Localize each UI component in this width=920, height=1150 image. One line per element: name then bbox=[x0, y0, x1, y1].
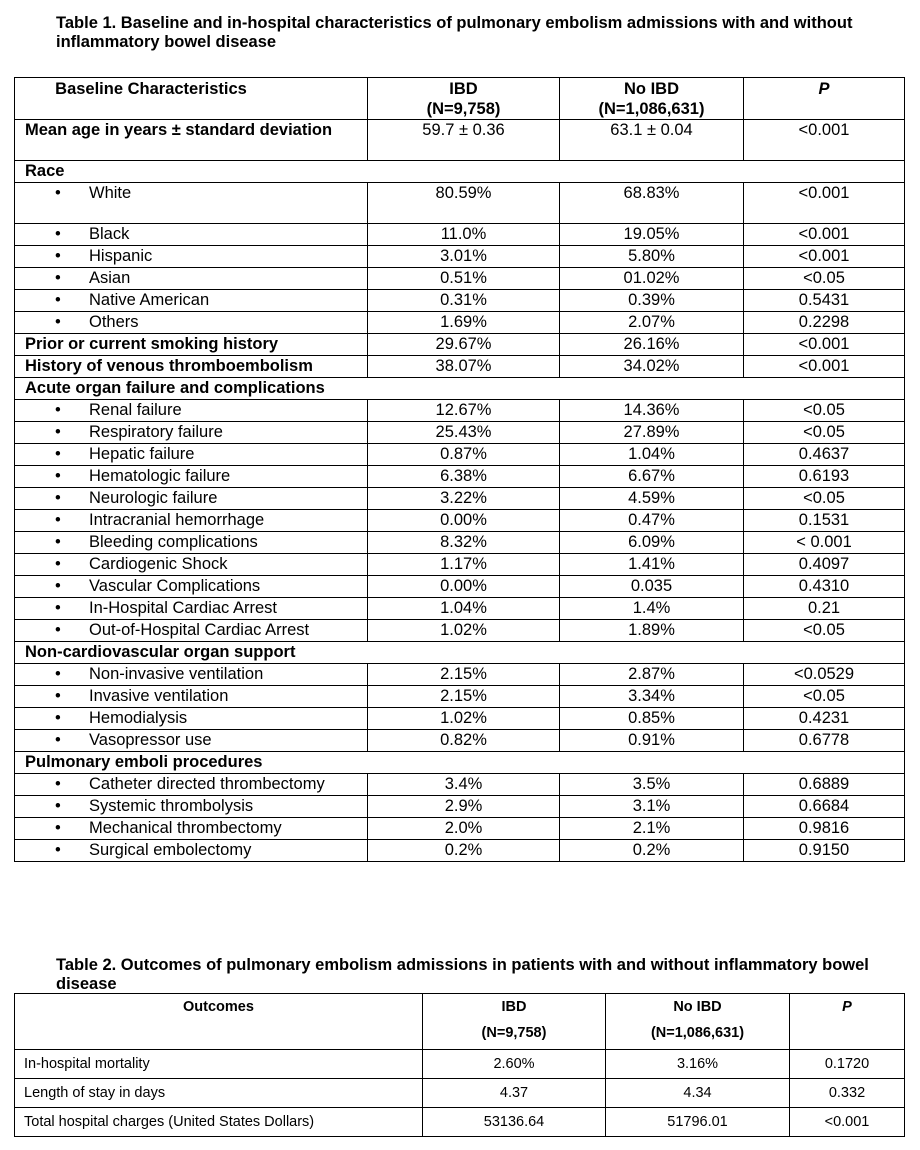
ibd-value: 0.00% bbox=[368, 576, 560, 598]
p-value: <0.001 bbox=[744, 246, 905, 268]
p-value: 0.4310 bbox=[744, 576, 905, 598]
table-row-smoking bbox=[15, 334, 905, 356]
row-label: • Hematologic failure bbox=[15, 466, 368, 488]
header-p-value bbox=[790, 994, 905, 1050]
table-row bbox=[15, 183, 905, 224]
no-ibd-value: 0.91% bbox=[560, 730, 744, 752]
row-label: • Cardiogenic Shock bbox=[15, 554, 368, 576]
no-ibd-value: 6.67% bbox=[560, 466, 744, 488]
row-label: • White bbox=[15, 183, 368, 224]
row-label: Total hospital charges (United States Dollars) bbox=[15, 1108, 423, 1137]
no-ibd-value: 4.59% bbox=[560, 488, 744, 510]
no-ibd-value: 19.05% bbox=[560, 224, 744, 246]
ibd-value: 2.15% bbox=[368, 686, 560, 708]
vte-ibd: 38.07% bbox=[368, 356, 560, 378]
vte-p: <0.001 bbox=[744, 356, 905, 378]
table-row bbox=[15, 1050, 905, 1079]
no-ibd-value: 6.09% bbox=[560, 532, 744, 554]
no-ibd-value: 14.36% bbox=[560, 400, 744, 422]
table-row bbox=[15, 774, 905, 796]
ibd-value: 1.69% bbox=[368, 312, 560, 334]
table2-header-row bbox=[15, 994, 905, 1050]
header-ibd-label: IBD bbox=[449, 80, 478, 98]
section-heading-race bbox=[15, 161, 905, 183]
row-label: • Renal failure bbox=[15, 400, 368, 422]
header-no-ibd-label: No IBD bbox=[624, 80, 679, 98]
p-value: <0.05 bbox=[744, 268, 905, 290]
mean-age-p: <0.001 bbox=[744, 120, 905, 161]
table-row bbox=[15, 1079, 905, 1108]
baseline-characteristics-table bbox=[14, 77, 905, 862]
table-row bbox=[15, 620, 905, 642]
section-heading-organ-support bbox=[15, 642, 905, 664]
p-value: 0.1720 bbox=[790, 1050, 905, 1079]
no-ibd-value: 1.41% bbox=[560, 554, 744, 576]
ibd-value: 1.17% bbox=[368, 554, 560, 576]
vte-label: History of venous thromboembolism bbox=[15, 356, 368, 378]
no-ibd-value: 4.34 bbox=[606, 1079, 790, 1108]
table-row bbox=[15, 598, 905, 620]
procedures-heading: Pulmonary emboli procedures bbox=[15, 752, 905, 774]
ibd-value: 1.04% bbox=[368, 598, 560, 620]
table-row bbox=[15, 708, 905, 730]
p-value: 0.4637 bbox=[744, 444, 905, 466]
smoking-label: Prior or current smoking history bbox=[15, 334, 368, 356]
row-label: • Hepatic failure bbox=[15, 444, 368, 466]
row-label: • In-Hospital Cardiac Arrest bbox=[15, 598, 368, 620]
ibd-value: 25.43% bbox=[368, 422, 560, 444]
ibd-value: 6.38% bbox=[368, 466, 560, 488]
p-value: 0.332 bbox=[790, 1079, 905, 1108]
row-label: • Non-invasive ventilation bbox=[15, 664, 368, 686]
table-row bbox=[15, 840, 905, 862]
table-row bbox=[15, 664, 905, 686]
ibd-value: 1.02% bbox=[368, 620, 560, 642]
organ-failure-heading: Acute organ failure and complications bbox=[15, 378, 905, 400]
table-row bbox=[15, 246, 905, 268]
outcomes-table bbox=[14, 993, 905, 1137]
ibd-value: 0.2% bbox=[368, 840, 560, 862]
row-label: • Asian bbox=[15, 268, 368, 290]
row-label: • Invasive ventilation bbox=[15, 686, 368, 708]
header-p-label: P bbox=[818, 80, 830, 98]
p-value: 0.6889 bbox=[744, 774, 905, 796]
row-label: • Hemodialysis bbox=[15, 708, 368, 730]
table-row bbox=[15, 312, 905, 334]
header-ibd-n: (N=9,758) bbox=[426, 100, 501, 118]
header-ibd-label: IBD bbox=[501, 999, 527, 1015]
row-label: • Respiratory failure bbox=[15, 422, 368, 444]
table-row bbox=[15, 730, 905, 752]
table-row bbox=[15, 796, 905, 818]
no-ibd-value: 2.87% bbox=[560, 664, 744, 686]
no-ibd-value: 0.39% bbox=[560, 290, 744, 312]
ibd-value: 0.00% bbox=[368, 510, 560, 532]
row-label: • Hispanic bbox=[15, 246, 368, 268]
no-ibd-value: 3.1% bbox=[560, 796, 744, 818]
p-value: <0.05 bbox=[744, 488, 905, 510]
table-row bbox=[15, 422, 905, 444]
table-row bbox=[15, 224, 905, 246]
smoking-p: <0.001 bbox=[744, 334, 905, 356]
no-ibd-value: 0.035 bbox=[560, 576, 744, 598]
ibd-value: 11.0% bbox=[368, 224, 560, 246]
table-row bbox=[15, 290, 905, 312]
mean-age-label: Mean age in years ± standard deviation bbox=[15, 120, 368, 161]
p-value: 0.9150 bbox=[744, 840, 905, 862]
row-label: • Others bbox=[15, 312, 368, 334]
no-ibd-value: 51796.01 bbox=[606, 1108, 790, 1137]
table-row bbox=[15, 818, 905, 840]
p-value: 0.6193 bbox=[744, 466, 905, 488]
header-outcomes: Outcomes bbox=[15, 994, 423, 1050]
row-label: • Systemic thrombolysis bbox=[15, 796, 368, 818]
no-ibd-value: 01.02% bbox=[560, 268, 744, 290]
ibd-value: 80.59% bbox=[368, 183, 560, 224]
p-value: 0.21 bbox=[744, 598, 905, 620]
no-ibd-value: 5.80% bbox=[560, 246, 744, 268]
header-ibd bbox=[368, 78, 560, 120]
section-heading-organ-failure bbox=[15, 378, 905, 400]
p-value: <0.001 bbox=[744, 183, 905, 224]
header-no-ibd bbox=[560, 78, 744, 120]
no-ibd-value: 1.4% bbox=[560, 598, 744, 620]
header-p-value bbox=[744, 78, 905, 120]
row-label: • Vasopressor use bbox=[15, 730, 368, 752]
table-row bbox=[15, 466, 905, 488]
table-row-mean-age bbox=[15, 120, 905, 161]
table-row bbox=[15, 510, 905, 532]
row-label: • Bleeding complications bbox=[15, 532, 368, 554]
no-ibd-value: 3.16% bbox=[606, 1050, 790, 1079]
p-value: 0.4231 bbox=[744, 708, 905, 730]
smoking-no-ibd: 26.16% bbox=[560, 334, 744, 356]
p-value: 0.5431 bbox=[744, 290, 905, 312]
table-row bbox=[15, 576, 905, 598]
no-ibd-value: 2.07% bbox=[560, 312, 744, 334]
ibd-value: 2.9% bbox=[368, 796, 560, 818]
table-row bbox=[15, 488, 905, 510]
header-no-ibd-label: No IBD bbox=[673, 999, 722, 1015]
row-label: • Intracranial hemorrhage bbox=[15, 510, 368, 532]
organ-support-heading: Non-cardiovascular organ support bbox=[15, 642, 905, 664]
no-ibd-value: 1.04% bbox=[560, 444, 744, 466]
row-label: • Mechanical thrombectomy bbox=[15, 818, 368, 840]
p-value: <0.05 bbox=[744, 620, 905, 642]
table-row bbox=[15, 400, 905, 422]
table2-caption: Table 2. Outcomes of pulmonary embolism admissions in patients with and without inflammatory bowel disease bbox=[56, 956, 869, 993]
header-p-label: P bbox=[842, 999, 852, 1015]
ibd-value: 0.87% bbox=[368, 444, 560, 466]
row-label: • Catheter directed thrombectomy bbox=[15, 774, 368, 796]
no-ibd-value: 0.2% bbox=[560, 840, 744, 862]
vte-no-ibd: 34.02% bbox=[560, 356, 744, 378]
no-ibd-value: 27.89% bbox=[560, 422, 744, 444]
row-label: • Black bbox=[15, 224, 368, 246]
table1-caption: Table 1. Baseline and in-hospital characteristics of pulmonary embolism admissions with and without inflammatory bowel disease bbox=[56, 14, 853, 51]
p-value: 0.4097 bbox=[744, 554, 905, 576]
p-value: <0.05 bbox=[744, 400, 905, 422]
table-row bbox=[15, 1108, 905, 1137]
table1-header-row bbox=[15, 78, 905, 120]
header-ibd bbox=[423, 994, 606, 1050]
mean-age-no-ibd: 63.1 ± 0.04 bbox=[560, 120, 744, 161]
ibd-value: 8.32% bbox=[368, 532, 560, 554]
header-baseline-characteristics: Baseline Characteristics bbox=[15, 78, 368, 120]
race-heading: Race bbox=[15, 161, 905, 183]
ibd-value: 2.15% bbox=[368, 664, 560, 686]
header-no-ibd bbox=[606, 994, 790, 1050]
row-label: • Neurologic failure bbox=[15, 488, 368, 510]
table-row bbox=[15, 554, 905, 576]
ibd-value: 2.60% bbox=[423, 1050, 606, 1079]
smoking-ibd: 29.67% bbox=[368, 334, 560, 356]
no-ibd-value: 3.34% bbox=[560, 686, 744, 708]
header-no-ibd-n: (N=1,086,631) bbox=[598, 100, 705, 118]
p-value: 0.9816 bbox=[744, 818, 905, 840]
ibd-value: 3.4% bbox=[368, 774, 560, 796]
p-value: <0.001 bbox=[790, 1108, 905, 1137]
no-ibd-value: 3.5% bbox=[560, 774, 744, 796]
p-value: < 0.001 bbox=[744, 532, 905, 554]
p-value: 0.6778 bbox=[744, 730, 905, 752]
table-row bbox=[15, 686, 905, 708]
ibd-value: 4.37 bbox=[423, 1079, 606, 1108]
mean-age-ibd: 59.7 ± 0.36 bbox=[368, 120, 560, 161]
table-row-vte bbox=[15, 356, 905, 378]
ibd-value: 3.22% bbox=[368, 488, 560, 510]
ibd-value: 53136.64 bbox=[423, 1108, 606, 1137]
p-value: 0.1531 bbox=[744, 510, 905, 532]
ibd-value: 0.51% bbox=[368, 268, 560, 290]
ibd-value: 12.67% bbox=[368, 400, 560, 422]
no-ibd-value: 0.47% bbox=[560, 510, 744, 532]
section-heading-procedures bbox=[15, 752, 905, 774]
p-value: <0.001 bbox=[744, 224, 905, 246]
ibd-value: 0.31% bbox=[368, 290, 560, 312]
p-value: 0.2298 bbox=[744, 312, 905, 334]
ibd-value: 3.01% bbox=[368, 246, 560, 268]
no-ibd-value: 1.89% bbox=[560, 620, 744, 642]
p-value: <0.0529 bbox=[744, 664, 905, 686]
row-label: • Surgical embolectomy bbox=[15, 840, 368, 862]
p-value: 0.6684 bbox=[744, 796, 905, 818]
row-label: • Vascular Complications bbox=[15, 576, 368, 598]
ibd-value: 1.02% bbox=[368, 708, 560, 730]
header-no-ibd-n: (N=1,086,631) bbox=[650, 1025, 745, 1041]
no-ibd-value: 2.1% bbox=[560, 818, 744, 840]
table-row bbox=[15, 532, 905, 554]
no-ibd-value: 0.85% bbox=[560, 708, 744, 730]
table-row bbox=[15, 268, 905, 290]
p-value: <0.05 bbox=[744, 422, 905, 444]
ibd-value: 0.82% bbox=[368, 730, 560, 752]
row-label: In-hospital mortality bbox=[15, 1050, 423, 1079]
header-ibd-n: (N=9,758) bbox=[481, 1025, 547, 1041]
table-row bbox=[15, 444, 905, 466]
p-value: <0.05 bbox=[744, 686, 905, 708]
row-label: Length of stay in days bbox=[15, 1079, 423, 1108]
row-label: • Native American bbox=[15, 290, 368, 312]
ibd-value: 2.0% bbox=[368, 818, 560, 840]
no-ibd-value: 68.83% bbox=[560, 183, 744, 224]
row-label: • Out-of-Hospital Cardiac Arrest bbox=[15, 620, 368, 642]
